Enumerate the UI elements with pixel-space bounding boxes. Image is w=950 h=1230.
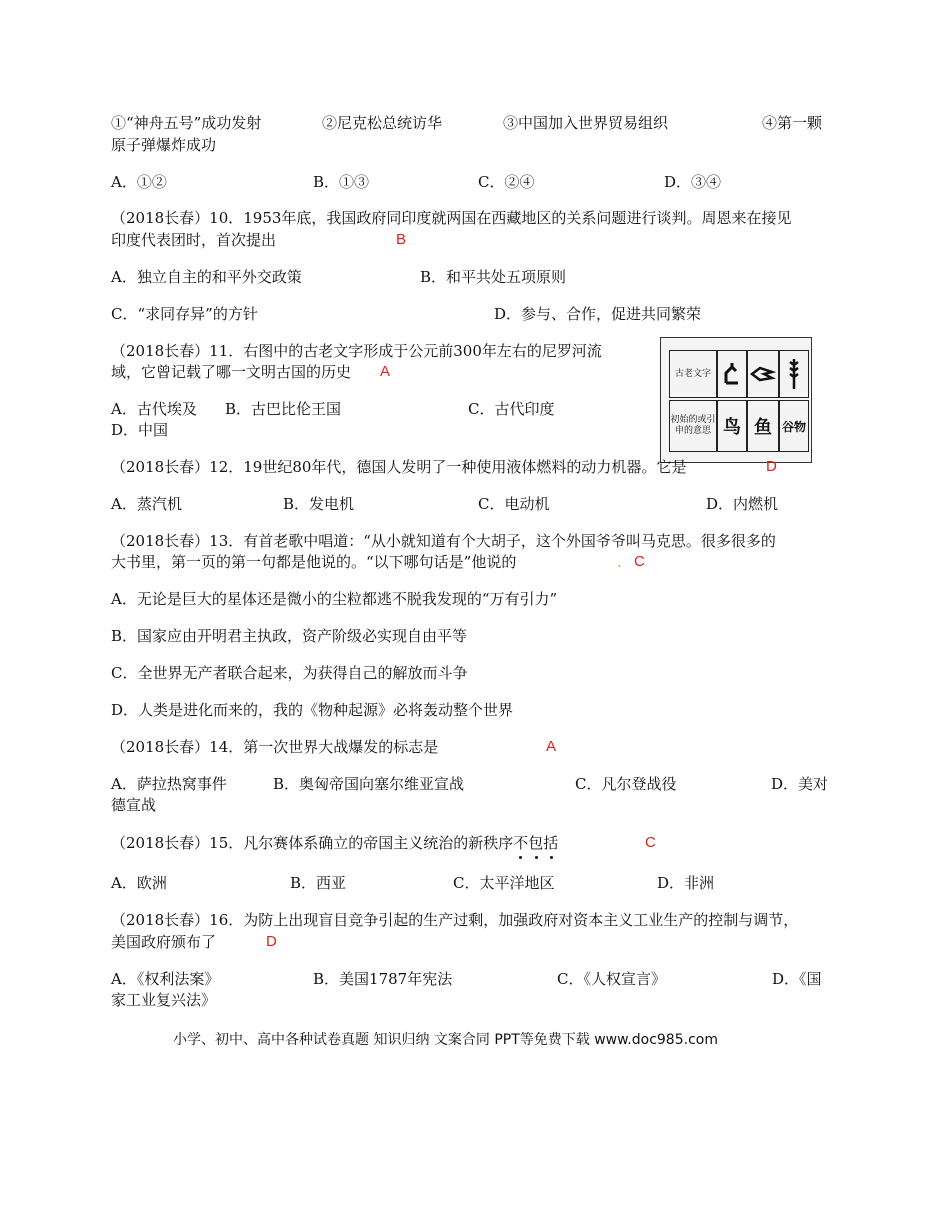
q15-stem — [111, 833, 558, 853]
q15-emphasis — [513, 833, 558, 853]
q12-answer: D — [766, 458, 777, 475]
q13-option-a: A．无论是巨大的星体还是微小的尘粒都逃不脱我发现的“万有引力” — [111, 590, 558, 608]
q15-answer: C — [645, 834, 656, 851]
q13-stem-line2: 大书里，第一页的第一句都是他说的。“以下哪句话是”他说的 — [111, 553, 517, 571]
q10-stem-line2: 印度代表团时，首次提出 — [111, 231, 277, 249]
figure-meaning-grain: 谷物 — [781, 419, 806, 434]
q13-answer: C — [634, 553, 645, 570]
emphasis-dot-2 — [535, 856, 538, 859]
q9-option-a: A．①② — [111, 173, 167, 191]
q12-stem: （2018长春）12．19世纪80年代，德国人发明了一种使用液体燃料的动力机器。它是 — [111, 458, 687, 476]
emphasis-dot-3 — [550, 856, 553, 859]
q14-option-d: D．美对 — [771, 775, 829, 793]
q16-option-b: B．美国1787年宪法 — [313, 970, 453, 988]
q16-answer: D — [266, 933, 277, 950]
q11-option-d: D．中国 — [111, 421, 169, 439]
q13-option-c: C．全世界无产者联合起来，为获得自己的解放而斗争 — [111, 664, 468, 682]
q14-option-d-cont: 德宣战 — [111, 796, 157, 814]
q12-option-c: C．电动机 — [478, 495, 550, 513]
q16-stem-line1: （2018长春）16．为防上出现盲目竞争引起的生产过剩，加强政府对资本主义工业生产的控制与调节， — [111, 911, 799, 929]
q14-option-c: C．凡尔登战役 — [575, 775, 677, 793]
q11-option-b: B．古巴比伦王国 — [225, 400, 342, 418]
figure-meaning-cell-1 — [717, 400, 747, 452]
q13-stem-line1: （2018长春）13．有首老歌中唱道：“从小就知道有个大胡子，这个外国爷爷叫马克思。很多很多的 — [111, 532, 776, 550]
q10-stem-line1: （2018长春）10．1953年底，我国政府同印度就两国在西藏地区的关系问题进行谈判。周恩来在接见 — [111, 209, 792, 227]
q11-answer: A — [380, 363, 391, 380]
q10-option-b: B．和平共处五项原则 — [420, 268, 567, 286]
q11-option-c: C．古代印度 — [468, 400, 555, 418]
q15-stem-text: （2018长春）15．凡尔赛体系确立的帝国主义统治的新秩序 — [111, 834, 514, 852]
q16-stem-line2: 美国政府颁布了 — [111, 933, 217, 951]
figure-row1-label: 古老文字 — [674, 368, 711, 379]
q9-item-4-cont: 原子弹爆炸成功 — [111, 136, 217, 154]
q13-mark-dot: . — [617, 553, 622, 571]
q11-stem-line1: （2018长春）11．右图中的古老文字形成于公元前300年左右的尼罗河流 — [111, 342, 602, 360]
q15-option-c: C．太平洋地区 — [453, 874, 555, 892]
q16-option-c: C．《人权宣言》 — [557, 970, 666, 988]
q9-item-1: ①“神舟五号”成功发射 — [111, 114, 262, 132]
grain-glyph-icon — [779, 350, 809, 398]
q15-option-a: A．欧洲 — [111, 874, 167, 892]
q15-option-d: D．非洲 — [657, 874, 715, 892]
q14-answer: A — [546, 738, 557, 755]
page-footer: 小学、初中、高中各种试卷真题 知识归纳 文案合同 PPT等免费下载 www.doc985.com — [173, 1032, 718, 1048]
q9-item-3: ③中国加入世界贸易组织 — [503, 114, 669, 132]
q10-option-d: D．参与、合作，促进共同繁荣 — [494, 305, 702, 323]
figure-meaning-cell-2 — [747, 400, 779, 452]
figure-row2-label-cell — [669, 400, 717, 452]
q9-option-c: C．②④ — [478, 173, 535, 191]
q9-option-d: D．③④ — [664, 173, 722, 191]
q14-stem: （2018长春）14．第一次世界大战爆发的标志是 — [111, 738, 439, 756]
fish-glyph-icon — [747, 350, 779, 398]
hieroglyph-figure — [660, 337, 812, 463]
q16-option-d: D．《国 — [772, 970, 822, 988]
figure-meaning-bird: 鸟 — [723, 417, 741, 438]
q10-option-c: C．“求同存异”的方针 — [111, 305, 258, 323]
q15-option-b: B．西亚 — [290, 874, 347, 892]
figure-meaning-fish: 鱼 — [754, 417, 772, 438]
figure-row1-label-cell — [669, 350, 717, 398]
q14-option-a: A．萨拉热窝事件 — [111, 775, 227, 793]
q13-option-d: D．人类是进化而来的，我的《物种起源》必将轰动整个世界 — [111, 701, 514, 719]
q11-option-a: A．古代埃及 — [111, 400, 197, 418]
q16-option-a: A．《权利法案》 — [111, 970, 220, 988]
q12-option-b: B．发电机 — [283, 495, 355, 513]
q10-option-a: A．独立自主的和平外交政策 — [111, 268, 302, 286]
bird-glyph-icon — [717, 350, 747, 398]
q16-option-d-cont: 家工业复兴法》 — [111, 991, 217, 1009]
figure-meaning-cell-3 — [779, 400, 809, 452]
q11-stem-line2: 域，它曾记载了哪一文明古国的历史 — [111, 363, 352, 381]
q10-answer: B — [396, 231, 407, 248]
q9-option-b: B．①③ — [313, 173, 370, 191]
emphasis-dot-1 — [519, 856, 522, 859]
q14-option-b: B．奥匈帝国向塞尔维亚宣战 — [273, 775, 465, 793]
q15-emphasis-text: 不包括 — [513, 834, 559, 852]
q9-item-4: ④第一颗 — [762, 114, 823, 132]
figure-row2-label: 初始的或引申的意思 — [670, 415, 716, 436]
q12-option-d: D．内燃机 — [706, 495, 779, 513]
q13-option-b: B．国家应由开明君主执政，资产阶级必实现自由平等 — [111, 627, 468, 645]
q12-option-a: A．蒸汽机 — [111, 495, 182, 513]
q9-item-2: ②尼克松总统访华 — [322, 114, 443, 132]
